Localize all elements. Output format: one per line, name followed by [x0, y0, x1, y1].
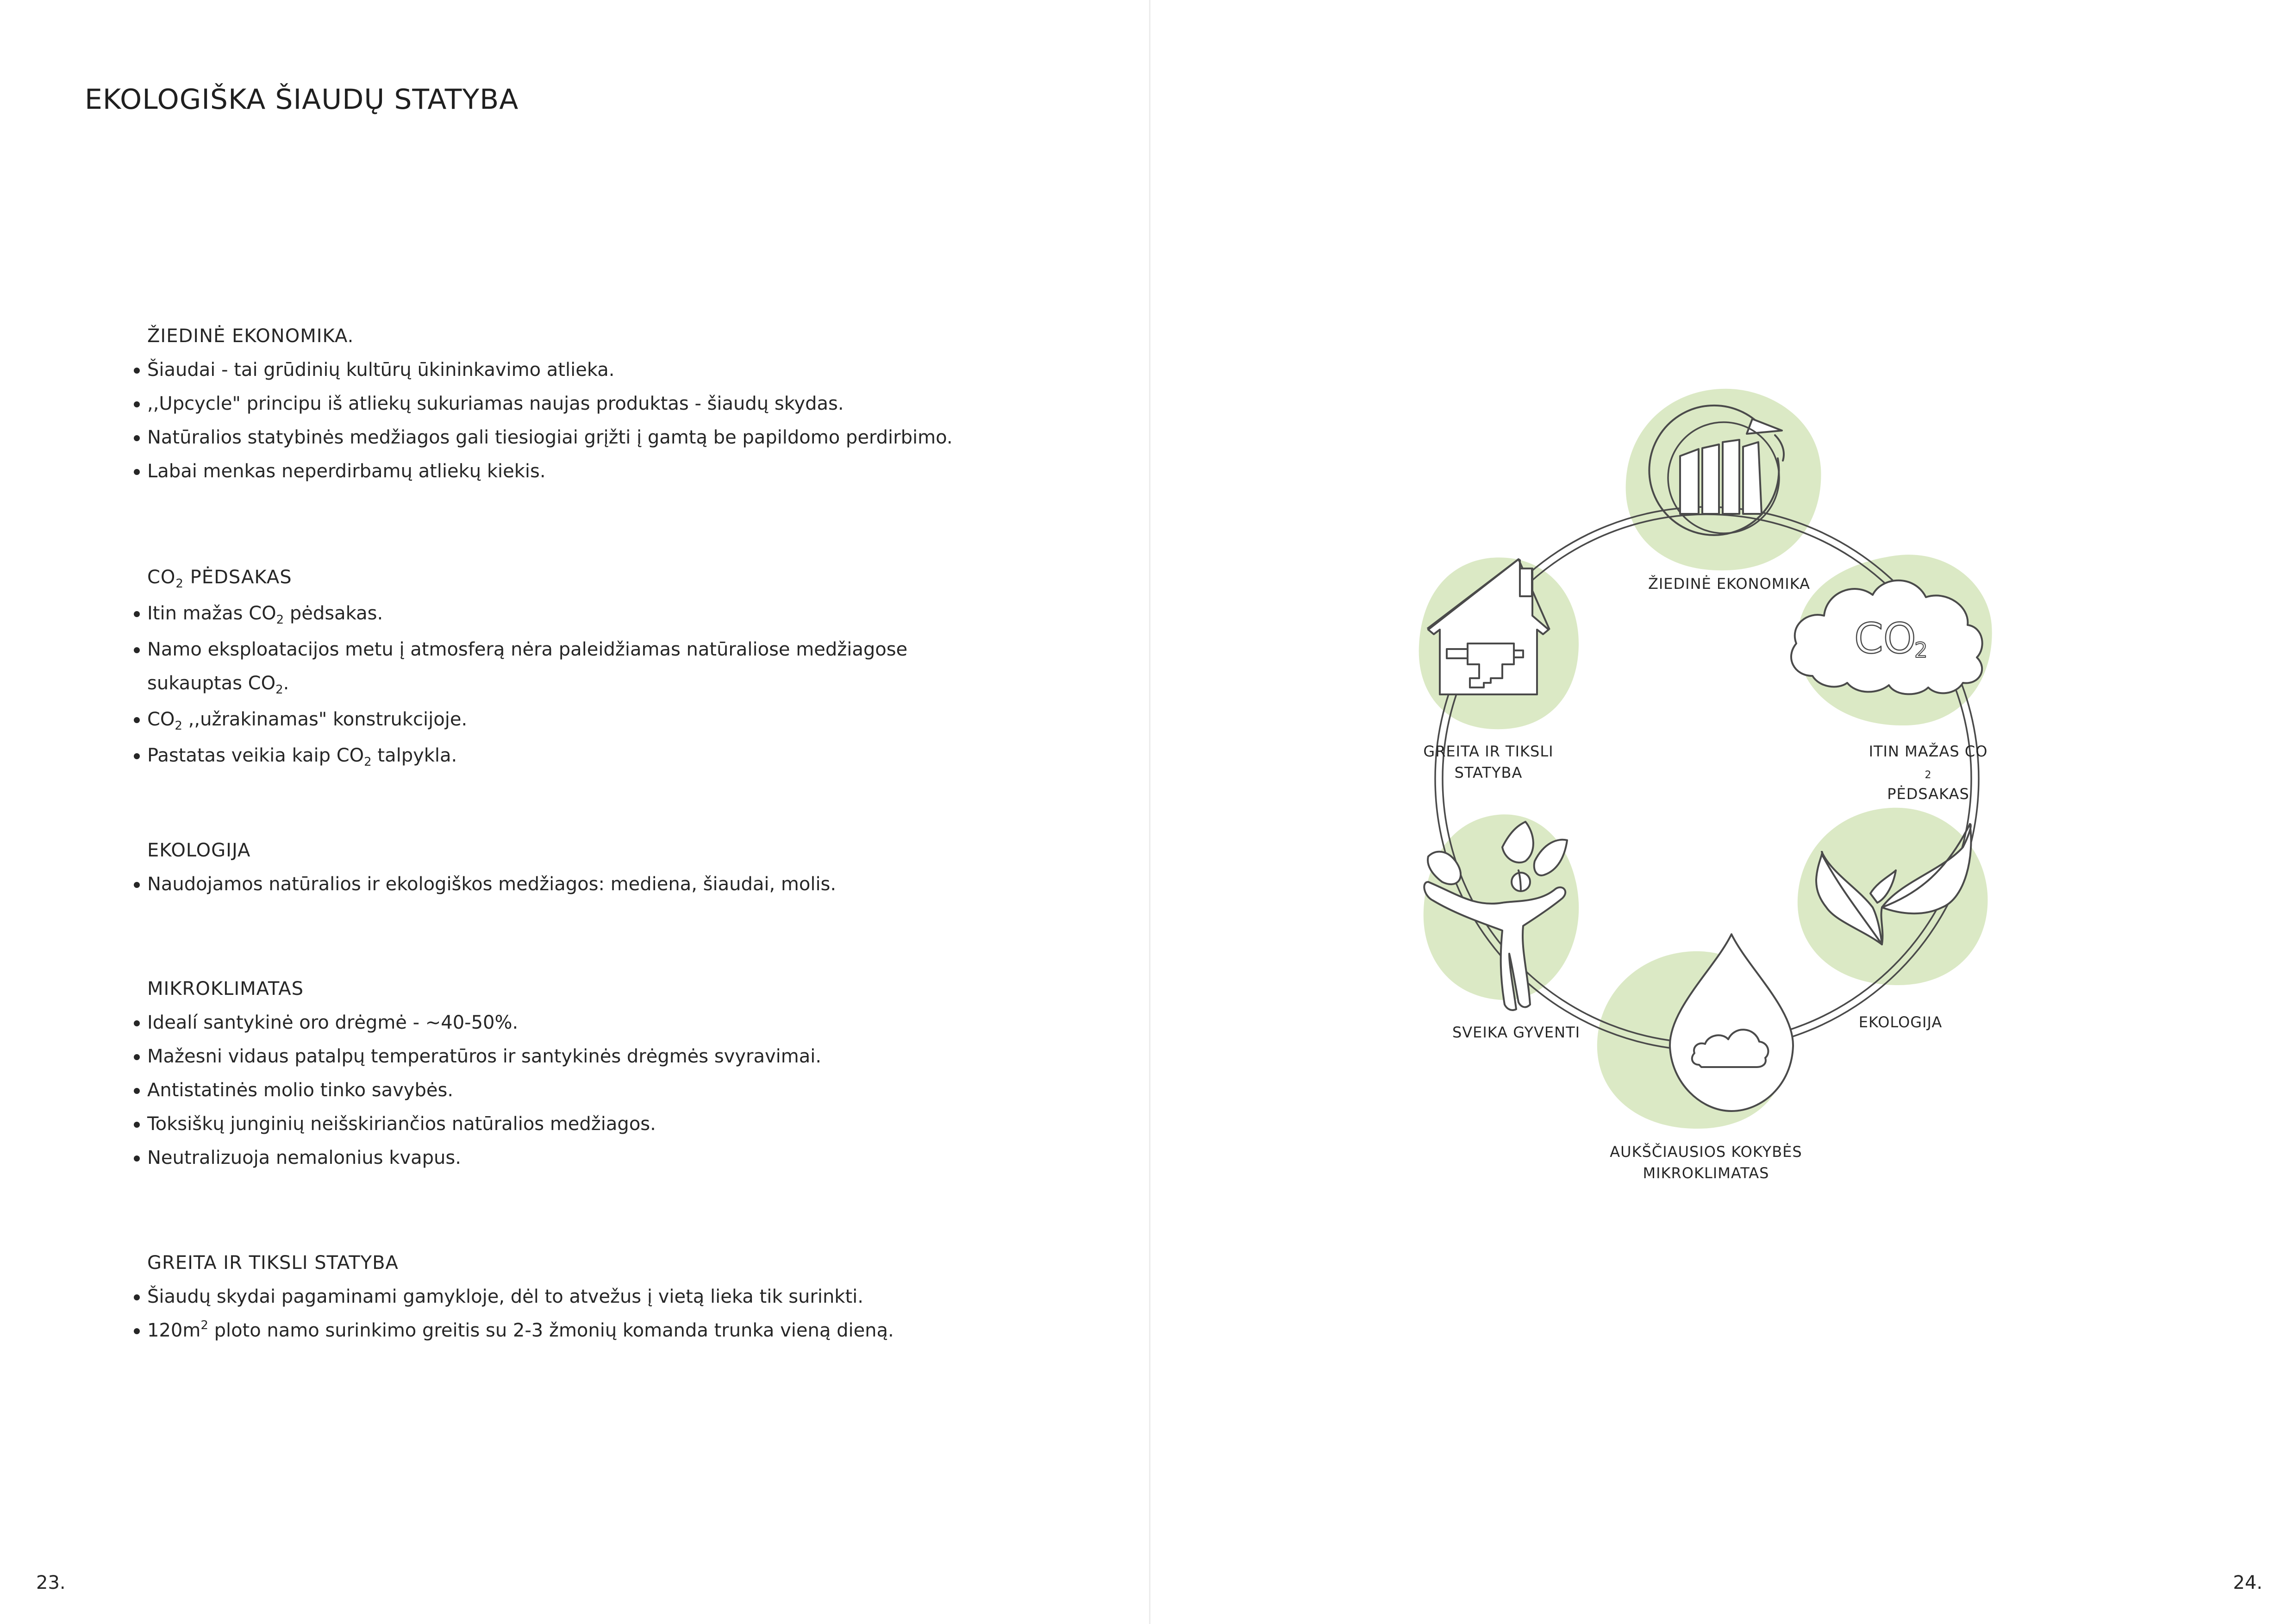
- list-item: Toksiškų junginių neišskiriančios natūralios medžiagos.: [132, 1112, 1058, 1136]
- bullet-list: [132, 1011, 1058, 1170]
- co2-icon-text: CO: [1854, 614, 1916, 663]
- section-microclimate: [132, 977, 1058, 1180]
- section-heading: $CO_2$ PĖDSAKAS: [147, 567, 292, 591]
- list-item: Itin mažas $CO_2$ pėdsakas.: [132, 601, 1058, 628]
- label-ecology: EKOLOGIJA: [1858, 1013, 1943, 1031]
- page-number-left: 23.: [36, 1572, 66, 1593]
- bullet-list: [132, 1285, 1058, 1345]
- page-title: EKOLOGIŠKA ŠIAUDŲ STATYBA: [85, 83, 519, 116]
- list-item: Naudojamos natūralios ir ekologiškos medžiagos: mediena, šiaudai, molis.: [132, 872, 1058, 896]
- label-construction: GREITA IR TIKSLI STATYBA: [1423, 743, 1554, 781]
- section-co2-footprint: [132, 565, 1058, 780]
- cycle-diagram-graphic: [1150, 0, 2281, 1624]
- bullet-list: [132, 872, 1058, 896]
- list-item: $120m^2$ ploto namo surinkimo greitis su 2-3 žmonių komanda trunka vieną dieną.: [132, 1318, 1058, 1345]
- bullet-list: [132, 601, 1058, 770]
- list-item: Šiaudai - tai grūdinių kultūrų ūkininkavimo atlieka.: [132, 358, 1058, 382]
- section-heading: MIKROKLIMATAS: [147, 978, 304, 999]
- label-co2-footprint: ITIN MAŽAS CO 2 PĖDSAKAS: [1869, 743, 1988, 803]
- list-item: Pastatas veikia kaip $CO_2$ talpykla.: [132, 743, 1058, 770]
- section-heading: EKOLOGIJA: [147, 840, 251, 861]
- page-number-right: 24.: [2233, 1572, 2262, 1593]
- bullet-list: [132, 358, 1058, 483]
- right-page: [1150, 0, 2281, 1624]
- label-healthy-living: SVEIKA GYVENTI: [1452, 1024, 1581, 1041]
- benefits-cycle-diagram: [1150, 0, 2281, 1624]
- list-item: Idealí santykinė oro drėgmė - ~40-50%.: [132, 1011, 1058, 1035]
- list-item: Labai menkas neperdirbamų atliekų kiekis.: [132, 459, 1058, 483]
- section-ecology: [132, 838, 1058, 906]
- co2-icon-sub: 2: [1914, 638, 1928, 662]
- section-heading: ŽIEDINĖ EKONOMIKA.: [147, 325, 354, 347]
- list-item: $CO_2$ ,,užrakinamas" konstrukcijoje.: [132, 707, 1058, 734]
- list-item: Neutralizuoja nemalonius kvapus.: [132, 1146, 1058, 1170]
- label-microclimate: AUKŠČIAUSIOS KOKYBĖS MIKROKLIMATAS: [1610, 1143, 1802, 1182]
- label-circular-economy: ŽIEDINĖ EKONOMIKA: [1648, 575, 1811, 593]
- list-item: Natūralios statybinės medžiagos gali tiesiogiai grįžti į gamtą be papildomo perdirbimo.: [132, 425, 1058, 450]
- section-heading: GREITA IR TIKSLI STATYBA: [147, 1252, 399, 1274]
- list-item: ,,Upcycle" principu iš atliekų sukuriamas naujas produktas - šiaudų skydas.: [132, 392, 1058, 416]
- list-item: Antistatinės molio tinko savybės.: [132, 1078, 1058, 1102]
- list-item: Namo eksploatacijos metu į atmosferą nėra paleidžiamas natūraliose medžiagose sukauptas $CO_2$.: [132, 637, 1058, 698]
- list-item: Šiaudų skydai pagaminami gamykloje, dėl to atvežus į vietą lieka tik surinkti.: [132, 1285, 1058, 1309]
- section-construction: [132, 1251, 1058, 1355]
- list-item: Mažesni vidaus patalpų temperatūros ir santykinės drėgmės svyravimai.: [132, 1044, 1058, 1068]
- section-circular-economy: [132, 324, 1058, 493]
